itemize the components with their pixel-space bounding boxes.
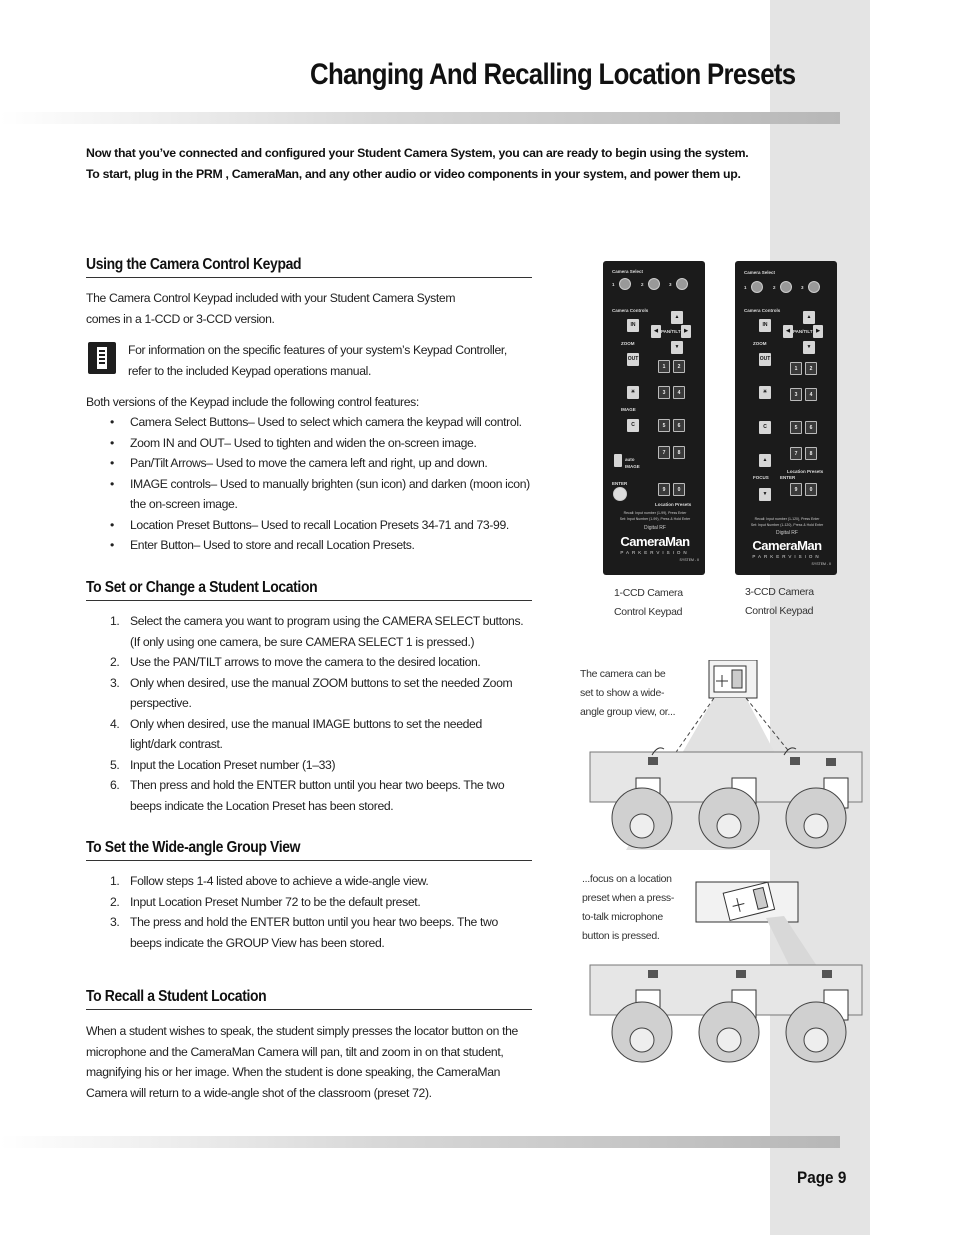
list-marker: •: [110, 538, 114, 552]
page-number: Page 9: [797, 1168, 847, 1187]
keypad-1ccd: Camera Select 1 2 3 Camera Controls IN ZOOM OUT ▲ ◀ PAN/TILT ▶ ▼ 1 2 ☀ IMAGE 3 4 C 5 6 7 8 auto IMAGE ENTER 9 0 Location Presets Recall: Input number (1-99), Press Enter Set: Input Number (1-99), Press & Hold Enter Digital RF CameraMan PARKERVISION SYSTEM - II: [603, 261, 705, 575]
list-marker: 1.: [110, 614, 120, 628]
list-marker: 2.: [110, 655, 120, 669]
keypad-3ccd: Camera Select 1 2 3 Camera Controls IN ZOOM OUT ▲ ◀ PAN/TILT ▶ ▼ 1 2 ☀ 3 4 C 5 6 ▲ 7 8 Location Presets FOCUS ▼ 9 0 ENTER Recall: Input number (1-120), Press Enter Set: Input Number (1-120), Press & Hold Enter Digital RF CameraMan PARKERVISION SYSTEM - II: [735, 261, 837, 575]
list-item-text: Pan/Tilt Arrows– Used to move the camera left and right, up and down.: [130, 456, 488, 470]
auto-image-button: [614, 454, 622, 467]
camera-select-3-button: [676, 278, 688, 290]
list-marker: •: [110, 476, 114, 491]
tilt-down-button: ▼: [671, 341, 683, 354]
list-item: [110, 714, 530, 755]
list-marker: 2.: [110, 894, 120, 909]
keypad-3ccd-caption: 3-CCD Camera Control Keypad: [745, 586, 814, 617]
keypad-intro: The Camera Control Keypad included with your Student Camera System comes in a 1-CCD or 3-CCD version.: [86, 291, 456, 326]
recall-paragraph: When a student wishes to speak, the student simply presses the locator button on the microphone and the CameraMan Camera will pan, tilt and zoom in on that student, magnifying his or her image. When the student is done speaking, the CameraMan Camera will return to a wide-angle shot of the classroom (preset 72).: [86, 1024, 518, 1100]
list-item-text: The press and hold the ENTER button until you hear two beeps. The two beeps indicate the GROUP View has been stored.: [130, 915, 498, 950]
zoom-in-button: IN: [627, 319, 639, 332]
list-item: [110, 871, 530, 892]
list-item: [110, 892, 530, 913]
tilt-up-button: ▲: [671, 311, 683, 324]
footer-band: [0, 1136, 840, 1148]
zoom-out-button: OUT: [627, 353, 639, 366]
list-item-text: IMAGE controls– Used to manually brighten (sun icon) and darken (moon icon) the on-screen image.: [130, 476, 530, 511]
pan-left-button: ◀: [651, 325, 661, 338]
list-item-text: Location Preset Buttons– Used to recall Location Presets 34-71 and 73-99.: [130, 517, 509, 532]
list-item-text: Only when desired, use the manual IMAGE buttons to set the needed light/dark contrast.: [130, 716, 482, 751]
list-item-text: Enter Button– Used to store and recall Location Presets.: [130, 538, 415, 552]
list-item: [110, 611, 530, 652]
wide-view-caption: The camera can be set to show a wide-angle group view, or...: [580, 668, 676, 718]
list-marker: 3.: [110, 675, 120, 690]
list-item: [110, 515, 530, 536]
pan-right-button: ▶: [681, 325, 691, 338]
feature-list: [110, 412, 530, 556]
keypad-section-title: Using the Camera Control Keypad: [86, 256, 532, 278]
list-item: [110, 755, 530, 776]
focus-view-caption: ...focus on a location preset when a press-to-talk microphone button is pressed.: [582, 873, 675, 942]
list-item: [110, 453, 530, 474]
keypad-note-icon: [88, 342, 116, 374]
list-item: [110, 652, 530, 673]
list-item-text: Input the Location Preset number (1–33): [130, 757, 336, 772]
list-item-text: Then press and hold the ENTER button until you hear two beeps. The two beeps indicate the Location Preset has been stored.: [130, 778, 505, 813]
focus-view-illustration: [586, 880, 866, 1070]
list-marker: 1.: [110, 874, 120, 888]
group-view-steps: [110, 871, 530, 953]
list-marker: 6.: [110, 778, 120, 792]
keypad-1ccd-caption: 1-CCD Camera Control Keypad: [614, 587, 683, 618]
list-item: [110, 673, 530, 714]
list-item-text: Only when desired, use the manual ZOOM buttons to set the needed Zoom perspective.: [130, 675, 513, 710]
header-band: [0, 112, 840, 124]
set-location-title: To Set or Change a Student Location: [86, 579, 532, 601]
list-item: [110, 433, 530, 454]
keypad-note: For information on the specific features of your system’s Keypad Controller, refer to the included Keypad operations manual.: [128, 343, 507, 378]
list-marker: 5.: [110, 757, 120, 772]
list-item: [110, 535, 530, 556]
list-marker: 4.: [110, 716, 120, 731]
features-intro: Both versions of the Keypad include the following control features:: [86, 395, 419, 409]
image-darken-button: C: [627, 419, 639, 432]
list-marker: •: [110, 517, 114, 532]
list-marker: •: [110, 415, 114, 429]
camera-select-2-button: [648, 278, 660, 290]
enter-button: [613, 487, 627, 501]
recall-title: To Recall a Student Location: [86, 988, 532, 1010]
list-item: [110, 775, 530, 816]
list-item: [110, 474, 530, 515]
list-marker: 3.: [110, 915, 120, 929]
page-title: Changing And Recalling Location Presets: [310, 58, 796, 91]
list-item-text: Select the camera you want to program using the CAMERA SELECT buttons. (If only using one camera, be sure CAMERA SELECT 1 is pressed.): [130, 614, 524, 649]
list-item: [110, 912, 530, 953]
wide-view-illustration: [586, 660, 866, 860]
list-item-text: Camera Select Buttons– Used to select which camera the keypad will control.: [130, 415, 522, 429]
list-item: [110, 412, 530, 433]
list-item-text: Follow steps 1-4 listed above to achieve a wide-angle view.: [130, 874, 429, 888]
list-item-text: Input Location Preset Number 72 to be the default preset.: [130, 894, 421, 909]
intro-paragraph: Now that you’ve connected and configured your Student Camera System, you can are ready to begin using the system. To start, plug in the PRM , CameraMan, and any other audio or video components in your system, and power them up.: [86, 146, 749, 181]
set-location-steps: [110, 611, 530, 816]
list-item-text: Use the PAN/TILT arrows to move the camera to the desired location.: [130, 655, 481, 669]
list-marker: •: [110, 435, 114, 450]
image-brighten-button: ☀: [627, 386, 639, 399]
group-view-title: To Set the Wide-angle Group View: [86, 839, 532, 861]
list-marker: •: [110, 456, 114, 470]
camera-select-1-button: [619, 278, 631, 290]
list-item-text: Zoom IN and OUT– Used to tighten and widen the on-screen image.: [130, 435, 477, 450]
